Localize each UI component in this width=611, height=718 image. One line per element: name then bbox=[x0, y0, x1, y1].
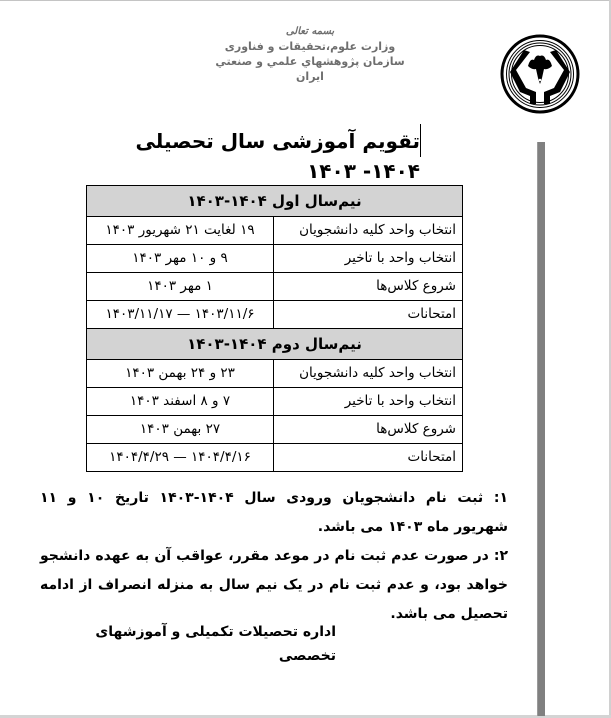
table-row bbox=[87, 301, 463, 329]
note-registration-warning: ۲: در صورت عدم ثبت نام در موعد مقرر، عواقب آن به عهده دانشجو خواهد بود، و عدم ثبت نام در یک نیم سال به منزله انصراف از ادامه تحصیل می باشد. bbox=[40, 548, 508, 622]
page-top-border bbox=[0, 0, 611, 1]
table-row bbox=[87, 388, 463, 416]
event-label: انتخاب واحد کلیه دانشجویان bbox=[274, 217, 463, 245]
event-date: ۷ و ۸ اسفند ۱۴۰۳ bbox=[87, 388, 274, 416]
event-label: امتحانات bbox=[274, 301, 463, 329]
organization-line: سازمان پژوهشهاي علمي و صنعتي ايران bbox=[215, 55, 405, 83]
event-date: ۱۴۰۴/۴/۱۶ — ۱۴۰۴/۴/۲۹ bbox=[87, 444, 274, 472]
letterhead bbox=[200, 24, 420, 84]
event-label: شروع کلاس‌ها bbox=[274, 416, 463, 444]
table-row bbox=[87, 444, 463, 472]
academic-calendar-table bbox=[86, 185, 463, 472]
table-row bbox=[87, 360, 463, 388]
event-label: انتخاب واحد کلیه دانشجویان bbox=[274, 360, 463, 388]
semester-header-row bbox=[87, 329, 463, 360]
semester-header-row bbox=[87, 186, 463, 217]
table-row bbox=[87, 273, 463, 301]
bismillah-line: بسمه تعالی bbox=[285, 26, 335, 37]
table-row bbox=[87, 245, 463, 273]
table-row bbox=[87, 217, 463, 245]
event-date: ۹ و ۱۰ مهر ۱۴۰۳ bbox=[87, 245, 274, 273]
organization-emblem-icon bbox=[500, 34, 580, 114]
event-label: امتحانات bbox=[274, 444, 463, 472]
event-date: ۱ مهر ۱۴۰۳ bbox=[87, 273, 274, 301]
page-title: تقویم آموزشی سال تحصیلی ۱۴۰۴- ۱۴۰۳ bbox=[135, 129, 420, 183]
text-cursor bbox=[420, 124, 421, 157]
signature-office: اداره تحصیلات تکمیلی و آموزشهای تخصصی bbox=[95, 624, 336, 664]
ministry-line: وزارت علوم،تحقیقات و فناوری bbox=[224, 40, 396, 53]
event-date: ۲۷ بهمن ۱۴۰۳ bbox=[87, 416, 274, 444]
note-registration-date: ۱: ثبت نام دانشجویان ورودی سال ۱۴۰۴-۱۴۰۳ تاریخ ۱۰ و ۱۱ شهریور ماه ۱۴۰۳ می باشد. bbox=[40, 490, 508, 535]
event-date: ۲۳ و ۲۴ بهمن ۱۴۰۳ bbox=[87, 360, 274, 388]
event-label: انتخاب واحد با تاخیر bbox=[274, 245, 463, 273]
notes-section bbox=[40, 484, 508, 629]
event-label: انتخاب واحد با تاخیر bbox=[274, 388, 463, 416]
document-margin-bar bbox=[537, 142, 545, 716]
event-label: شروع کلاس‌ها bbox=[274, 273, 463, 301]
event-date: ۱۴۰۳/۱۱/۶ — ۱۴۰۳/۱۱/۱۷ bbox=[87, 301, 274, 329]
event-date: ۱۹ لغایت ۲۱ شهریور ۱۴۰۳ bbox=[87, 217, 274, 245]
semester-heading: نیم‌سال دوم ۱۴۰۴-۱۴۰۳ bbox=[87, 329, 463, 360]
table-row bbox=[87, 416, 463, 444]
semester-heading: نیم‌سال اول ۱۴۰۴-۱۴۰۳ bbox=[87, 186, 463, 217]
